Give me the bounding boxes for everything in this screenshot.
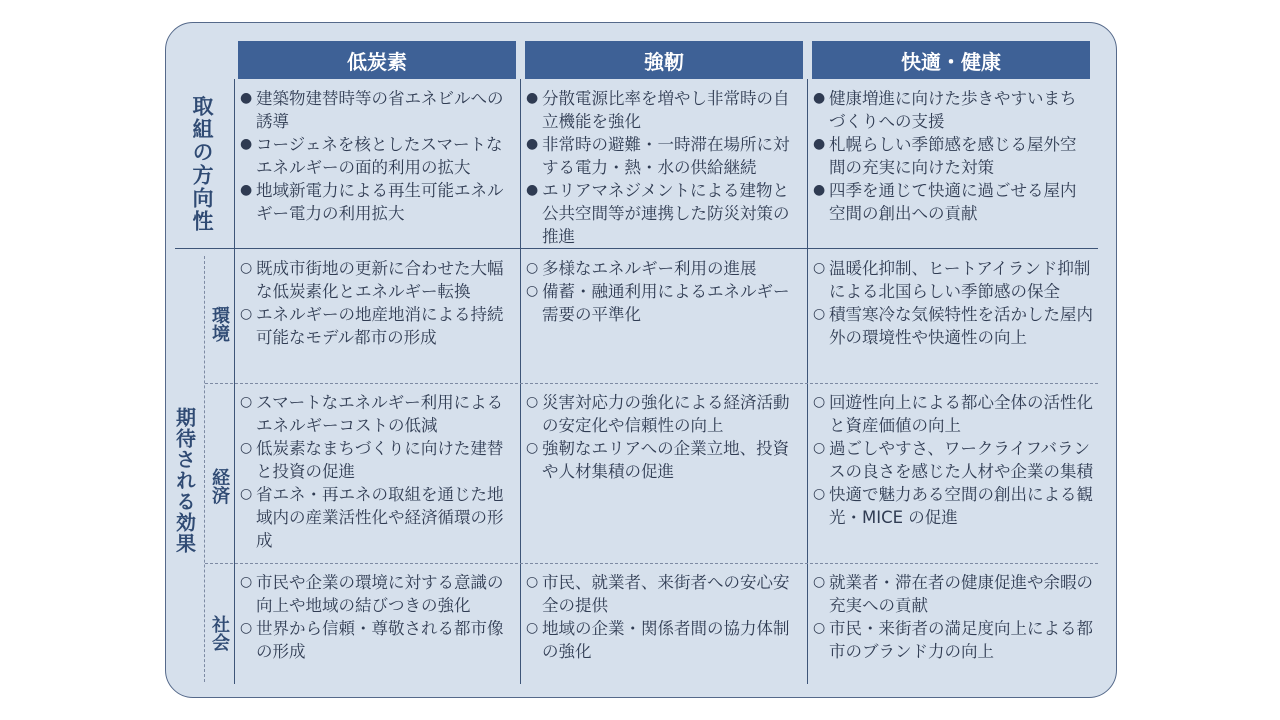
direction-comfort [813,87,1085,225]
environment-low-carbon [240,257,514,349]
bullet-open: ○ [813,574,826,590]
direction-low-carbon [240,87,512,225]
label-economy: 経済 [209,468,230,504]
column-divider [520,79,521,684]
bullet-open: ○ [526,260,539,276]
bullet-open: ○ [240,260,253,276]
environment-comfort [813,257,1098,349]
row-divider [205,563,1098,564]
list-item: ○ 備蓄・融通利用によるエネルギー需要の平準化 [526,282,790,324]
bullet-open: ○ [240,620,253,636]
label-society: 社会 [209,615,230,651]
environment-resilience [526,257,802,326]
list-item: ● 地域新電力による再生可能エネルギー電力の利用拡大 [240,181,504,223]
list-item: ○ 快適で魅力ある空間の創出による観光・MICE の促進 [813,485,1093,527]
bullet-filled: ● [240,182,253,198]
header-comfort-health: 快適・健康 [812,41,1090,79]
direction-resilience [526,87,798,248]
list-item: ● 四季を通じて快適に過ごせる屋内空間の創出への貢献 [813,181,1077,223]
list-item: ○ 災害対応力の強化による経済活動の安定化や信頼性の向上 [526,393,790,435]
label-effects: 期待される効果 [172,406,197,554]
list-item: ● エリアマネジメントによる建物と公共空間等が連携した防災対策の推進 [526,181,790,246]
list-item: ○ 地域の企業・関係者間の協力体制の強化 [526,619,790,661]
header-low-carbon: 低炭素 [238,41,516,79]
list-item: ○ 既成市街地の更新に合わせた大幅な低炭素化とエネルギー転換 [240,259,504,301]
list-item: ● 健康増進に向けた歩きやすいまちづくりへの支援 [813,89,1077,131]
bullet-filled: ● [240,136,253,152]
bullet-open: ○ [813,260,826,276]
list-item: ○ 回遊性向上による都心全体の活性化と資産価値の向上 [813,393,1093,435]
column-divider [234,79,235,684]
row-divider [205,383,1098,384]
bullet-open: ○ [240,486,253,502]
bullet-open: ○ [813,394,826,410]
society-low-carbon [240,571,514,663]
bullet-open: ○ [240,440,253,456]
list-item: ○ エネルギーの地産地消による持続可能なモデル都市の形成 [240,305,504,347]
bullet-filled: ● [526,136,539,152]
bullet-filled: ● [526,182,539,198]
list-item: ○ 市民・来街者の満足度向上による都市のブランド力の向上 [813,619,1093,661]
bullet-open: ○ [240,306,253,322]
bullet-filled: ● [240,90,253,106]
list-item: ○ スマートなエネルギー利用によるエネルギーコストの低減 [240,393,504,435]
society-comfort [813,571,1098,663]
bullet-open: ○ [240,574,253,590]
bullet-filled: ● [526,90,539,106]
bullet-filled: ● [813,182,826,198]
bullet-open: ○ [526,620,539,636]
list-item: ● 分散電源比率を増やし非常時の自立機能を強化 [526,89,790,131]
economy-resilience [526,391,802,483]
bullet-open: ○ [813,440,826,456]
list-item: ○ 世界から信頼・尊敬される都市像の形成 [240,619,504,661]
list-item: ○ 市民、就業者、来街者への安心安全の提供 [526,573,790,615]
header-resilience: 強靭 [525,41,803,79]
economy-comfort [813,391,1098,529]
label-environment: 環境 [209,306,230,342]
list-item: ○ 就業者・滞在者の健康促進や余暇の充実への貢献 [813,573,1093,615]
bullet-open: ○ [813,486,826,502]
list-item: ● 建築物建替時等の省エネビルへの誘導 [240,89,504,131]
list-item: ○ 積雪寒冷な気候特性を活かした屋内外の環境性や快適性の向上 [813,305,1093,347]
column-divider [807,79,808,684]
section-divider [175,248,1098,249]
bullet-filled: ● [813,136,826,152]
bullet-open: ○ [526,394,539,410]
bullet-open: ○ [813,306,826,322]
list-item: ○ 低炭素なまちづくりに向けた建替と投資の促進 [240,439,504,481]
list-item: ○ 温暖化抑制、ヒートアイランド抑制による北国らしい季節感の保全 [813,259,1091,301]
bullet-filled: ● [813,90,826,106]
list-item: ● コージェネを核としたスマートなエネルギーの面的利用の拡大 [240,135,503,177]
bullet-open: ○ [526,283,539,299]
list-item: ○ 市民や企業の環境に対する意識の向上や地域の結びつきの強化 [240,573,504,615]
list-item: ○ 省エネ・再エネの取組を通じた地域内の産業活性化や経済循環の形成 [240,485,504,550]
list-item: ○ 強靭なエリアへの企業立地、投資や人材集積の促進 [526,439,790,481]
list-item: ● 札幌らしい季節感を感じる屋外空間の充実に向けた対策 [813,135,1077,177]
list-item: ○ 過ごしやすさ、ワークライフバランスの良さを感じた人材や企業の集積 [813,439,1093,481]
list-item: ○ 多様なエネルギー利用の進展 [526,259,757,278]
bullet-open: ○ [240,394,253,410]
label-direction: 取組の方向性 [190,95,214,233]
economy-low-carbon [240,391,514,552]
society-resilience [526,571,802,663]
bullet-open: ○ [526,440,539,456]
bullet-open: ○ [526,574,539,590]
list-item: ● 非常時の避難・一時滞在場所に対する電力・熱・水の供給継続 [526,135,790,177]
bullet-open: ○ [813,620,826,636]
